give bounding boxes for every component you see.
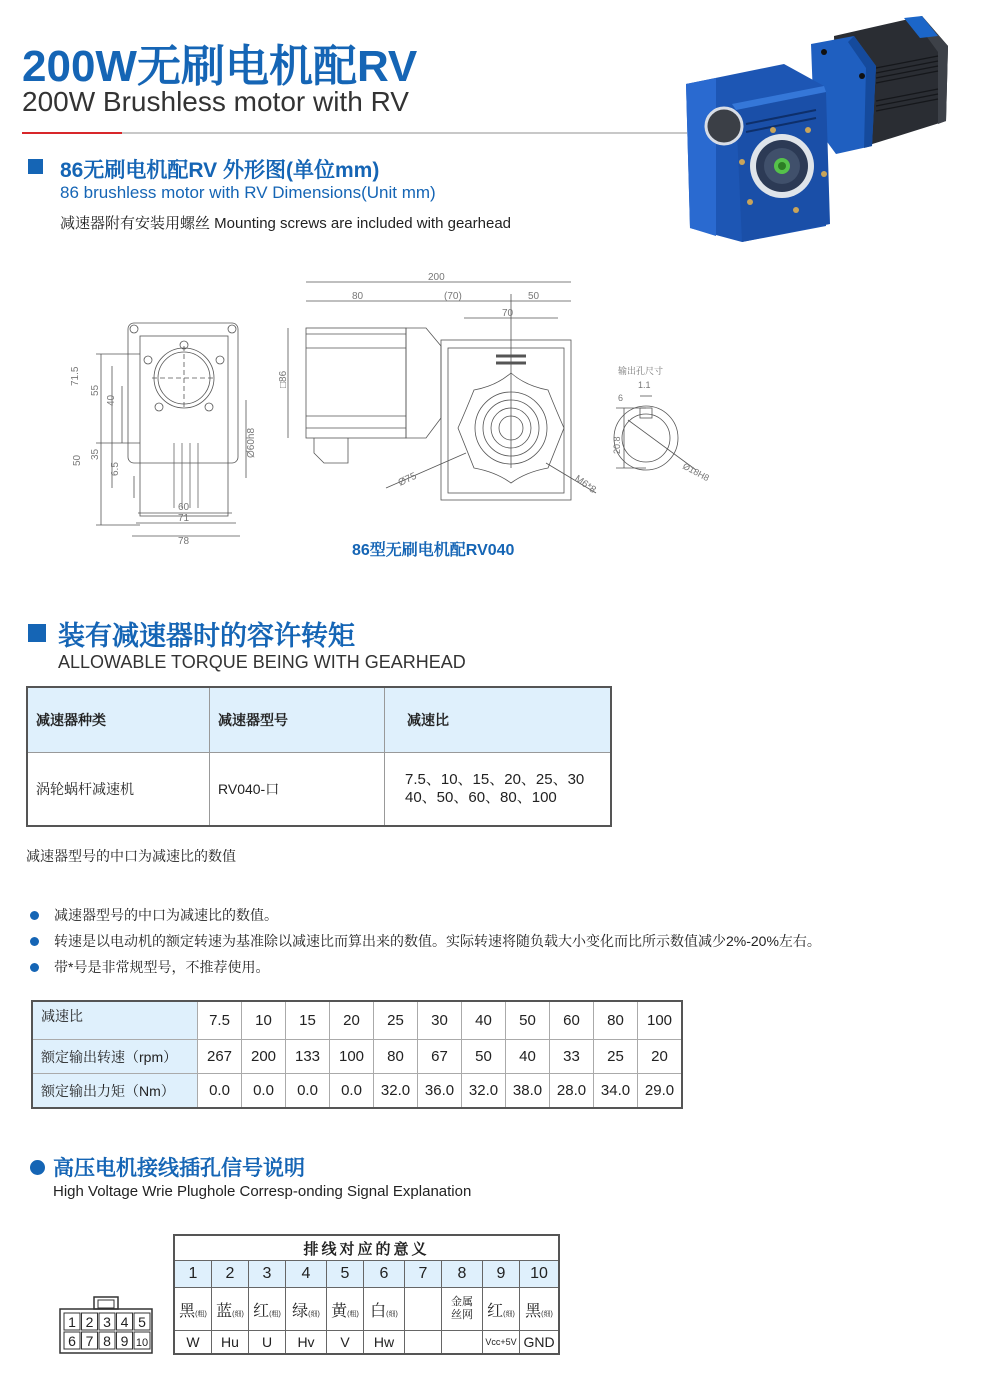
header-cell: 减速器种类 — [27, 687, 210, 753]
signal-name: GND — [520, 1331, 560, 1355]
gearhead-ratios — [385, 753, 612, 827]
cell: 28.0 — [550, 1074, 594, 1109]
dim-label: 78 — [178, 536, 190, 547]
signal-name: Vcc+5V — [483, 1331, 520, 1355]
signal-name: Hw — [364, 1331, 405, 1355]
pin-number: 10 — [520, 1261, 560, 1288]
output-hole-label: 输出孔尺寸 — [618, 366, 664, 376]
pin-number: 8 — [442, 1261, 483, 1288]
dim-label: 1.1 — [638, 380, 651, 390]
table-caption-row — [174, 1235, 559, 1261]
wire-color-name: 黑 — [179, 1302, 196, 1320]
ratios-line: 7.5、10、15、20、25、30 — [405, 771, 585, 788]
note-text: 带*号是非常规型号，不推荐使用。 — [54, 959, 270, 975]
wire-color — [212, 1288, 249, 1331]
gearhead-model: RV040-口 — [210, 753, 385, 827]
wire-gauge: (细) — [232, 1310, 244, 1318]
side-view — [278, 272, 598, 500]
cell: 0.0 — [242, 1074, 286, 1109]
table-row — [27, 753, 611, 827]
cell: 133 — [286, 1040, 330, 1074]
table-note: 减速器型号的中口为减速比的数值 — [26, 848, 236, 864]
dim-label: M6*8 — [572, 473, 598, 496]
list-item — [26, 928, 821, 954]
product-photo — [676, 6, 998, 242]
gearbox-body — [686, 64, 830, 242]
cell: 25 — [594, 1040, 638, 1074]
dim-label: Ø60h8 — [246, 427, 257, 458]
pin-number: 2 — [212, 1261, 249, 1288]
signal-name: Hv — [286, 1331, 327, 1355]
wiring-table-caption: 排线对应的意义 — [174, 1235, 559, 1261]
dim-label: (70) — [444, 291, 462, 302]
signal-name: Hu — [212, 1331, 249, 1355]
cell: 20 — [638, 1040, 683, 1074]
table-header-row — [27, 687, 611, 753]
cell: 50 — [462, 1040, 506, 1074]
pin-number: 9 — [483, 1261, 520, 1288]
wire-color — [364, 1288, 405, 1331]
signal-name: U — [249, 1331, 286, 1355]
dim-label: 55 — [90, 384, 101, 396]
row-label: 额定输出力矩（Nm） — [32, 1074, 198, 1109]
dimension-drawing — [56, 268, 736, 558]
pin-number: 1 — [174, 1261, 212, 1288]
cell: 29.0 — [638, 1074, 683, 1109]
connector-diagram — [58, 1296, 154, 1356]
wire-color — [174, 1288, 212, 1331]
notes-list — [26, 902, 821, 980]
connector-pin-label: 9 — [120, 1333, 129, 1349]
wire-gauge: (粗) — [195, 1310, 207, 1318]
signal-name: V — [327, 1331, 364, 1355]
wire-color — [520, 1288, 560, 1331]
torque-subtitle: ALLOWABLE TORQUE BEING WITH GEARHEAD — [58, 652, 466, 672]
connector-pin-label: 5 — [138, 1314, 146, 1330]
cell: 80 — [374, 1040, 418, 1074]
dim-label: 71 — [178, 513, 190, 524]
drawing-caption: 86型无刷电机配RV040 — [352, 542, 515, 559]
connector-pin-label: 1 — [68, 1314, 76, 1330]
cell: 33 — [550, 1040, 594, 1074]
cell: 267 — [198, 1040, 242, 1074]
signal-row — [174, 1331, 559, 1355]
dim-label: 40 — [106, 394, 117, 406]
header-cell: 减速器型号 — [210, 687, 385, 753]
cell: 34.0 — [594, 1074, 638, 1109]
note-text: 减速器型号的中口为减速比的数值。 — [54, 907, 278, 923]
output-hole-detail — [612, 365, 711, 483]
cell: 80 — [594, 1001, 638, 1040]
dim-label: 6 — [618, 393, 624, 403]
ratios-line: 40、50、60、80、100 — [405, 789, 557, 806]
table-row — [32, 1001, 682, 1040]
connector-pin-label: 10 — [135, 1337, 149, 1349]
wire-color-name: 白 — [370, 1302, 387, 1320]
list-item — [26, 902, 821, 928]
connector-pin-label: 6 — [68, 1333, 76, 1349]
wire-color-name: 金属丝网 — [451, 1295, 473, 1321]
front-view — [70, 323, 257, 547]
cell: 15 — [286, 1001, 330, 1040]
dim-label: 20.8 — [612, 436, 622, 454]
connector-pin-label: 7 — [85, 1333, 94, 1349]
cell: 100 — [638, 1001, 683, 1040]
wire-color-row — [174, 1288, 559, 1331]
bullet-icon — [30, 963, 39, 972]
cell: 40 — [506, 1040, 550, 1074]
page-title: 200W无刷电机配RV — [22, 42, 418, 91]
row-label: 额定输出转速（rpm） — [32, 1040, 198, 1074]
cell: 40 — [462, 1001, 506, 1040]
note-text: 转速是以电动机的额定转速为基准除以减速比而算出来的数值。实际转速将随负载大小变化而比所示数值减少2%-20%左右。 — [54, 933, 821, 949]
connector-pin-label: 4 — [120, 1314, 129, 1330]
page-subtitle: 200W Brushless motor with RV — [22, 86, 409, 117]
signal-name — [442, 1331, 483, 1355]
wire-color-name: 红 — [487, 1302, 504, 1320]
torque-title: 装有减速器时的容许转矩 — [58, 621, 355, 651]
wiring-table — [173, 1234, 560, 1355]
cell: 100 — [330, 1040, 374, 1074]
pin-number-row — [174, 1261, 559, 1288]
pin-number: 5 — [327, 1261, 364, 1288]
dim-label: 50 — [528, 291, 540, 302]
pin-number: 3 — [249, 1261, 286, 1288]
dim-label: 71.5 — [70, 366, 81, 386]
connector-pin-label: 3 — [103, 1314, 111, 1330]
cell: 0.0 — [198, 1074, 242, 1109]
dim-label: 50 — [72, 454, 83, 466]
dim-label: Ø18H8 — [681, 460, 711, 484]
cell: 200 — [242, 1040, 286, 1074]
bullet-icon — [30, 1160, 45, 1175]
wire-color — [327, 1288, 364, 1331]
wire-color-name: 红 — [253, 1302, 270, 1320]
wire-gauge: (粗) — [347, 1310, 359, 1318]
wire-gauge: (细) — [503, 1310, 515, 1318]
wire-gauge: (细) — [386, 1310, 398, 1318]
cell: 10 — [242, 1001, 286, 1040]
connector-pin-label: 2 — [85, 1314, 94, 1330]
pin-number: 6 — [364, 1261, 405, 1288]
wire-color — [483, 1288, 520, 1331]
header-divider-accent — [22, 132, 122, 134]
wire-color-name: 蓝 — [216, 1302, 233, 1320]
wire-color — [405, 1288, 442, 1331]
cell: 7.5 — [198, 1001, 242, 1040]
row-label: 减速比 — [32, 1001, 198, 1040]
signal-name — [405, 1331, 442, 1355]
dim-label: □86 — [278, 370, 289, 388]
table-row — [32, 1040, 682, 1074]
table-row — [32, 1074, 682, 1109]
bullet-icon — [30, 911, 39, 920]
cell: 60 — [550, 1001, 594, 1040]
wire-gauge: (细) — [541, 1310, 553, 1318]
dim-label: 200 — [428, 272, 445, 283]
gearhead-type: 涡轮蜗杆减速机 — [27, 753, 210, 827]
wire-color — [249, 1288, 286, 1331]
bullet-icon — [30, 937, 39, 946]
cell: 67 — [418, 1040, 462, 1074]
cell: 0.0 — [330, 1074, 374, 1109]
dim-label: 70 — [502, 308, 514, 319]
cell: 20 — [330, 1001, 374, 1040]
wire-color — [442, 1288, 483, 1331]
section-marker — [28, 159, 43, 174]
header-cell: 减速比 — [385, 687, 612, 753]
dim-label: 6.5 — [110, 462, 121, 476]
cell: 32.0 — [462, 1074, 506, 1109]
pin-number: 7 — [405, 1261, 442, 1288]
spec-table — [31, 1000, 683, 1109]
mounting-note: 减速器附有安装用螺丝 Mounting screws are included with gearhead — [60, 215, 512, 232]
wiring-subtitle: High Voltage Wrie Plughole Corresp-onding Signal Explanation — [53, 1183, 472, 1200]
wire-color-name: 黄 — [331, 1302, 348, 1320]
cell: 50 — [506, 1001, 550, 1040]
wire-color-name: 绿 — [292, 1302, 309, 1320]
cell: 0.0 — [286, 1074, 330, 1109]
dim-label: 60 — [178, 502, 190, 513]
dim-label: Ø75 — [396, 470, 419, 489]
wiring-title — [30, 1152, 305, 1182]
cell: 25 — [374, 1001, 418, 1040]
list-item — [26, 954, 821, 980]
cell: 32.0 — [374, 1074, 418, 1109]
wire-gauge: (细) — [308, 1310, 320, 1318]
dimensions-title: 86无刷电机配RV 外形图(单位mm) — [60, 159, 380, 182]
section-marker — [28, 624, 46, 642]
wire-color — [286, 1288, 327, 1331]
wire-gauge: (粗) — [269, 1310, 281, 1318]
cell: 36.0 — [418, 1074, 462, 1109]
cell: 30 — [418, 1001, 462, 1040]
dim-label: 35 — [90, 448, 101, 460]
signal-name: W — [174, 1331, 212, 1355]
gearhead-table — [26, 686, 612, 827]
cell: 38.0 — [506, 1074, 550, 1109]
dim-label: 80 — [352, 291, 364, 302]
wire-color-name: 黑 — [525, 1302, 542, 1320]
connector-pin-label: 8 — [103, 1333, 111, 1349]
wiring-title-text: 高压电机接线插孔信号说明 — [53, 1157, 305, 1180]
pin-number: 4 — [286, 1261, 327, 1288]
dimensions-subtitle: 86 brushless motor with RV Dimensions(Unit mm) — [60, 183, 436, 202]
